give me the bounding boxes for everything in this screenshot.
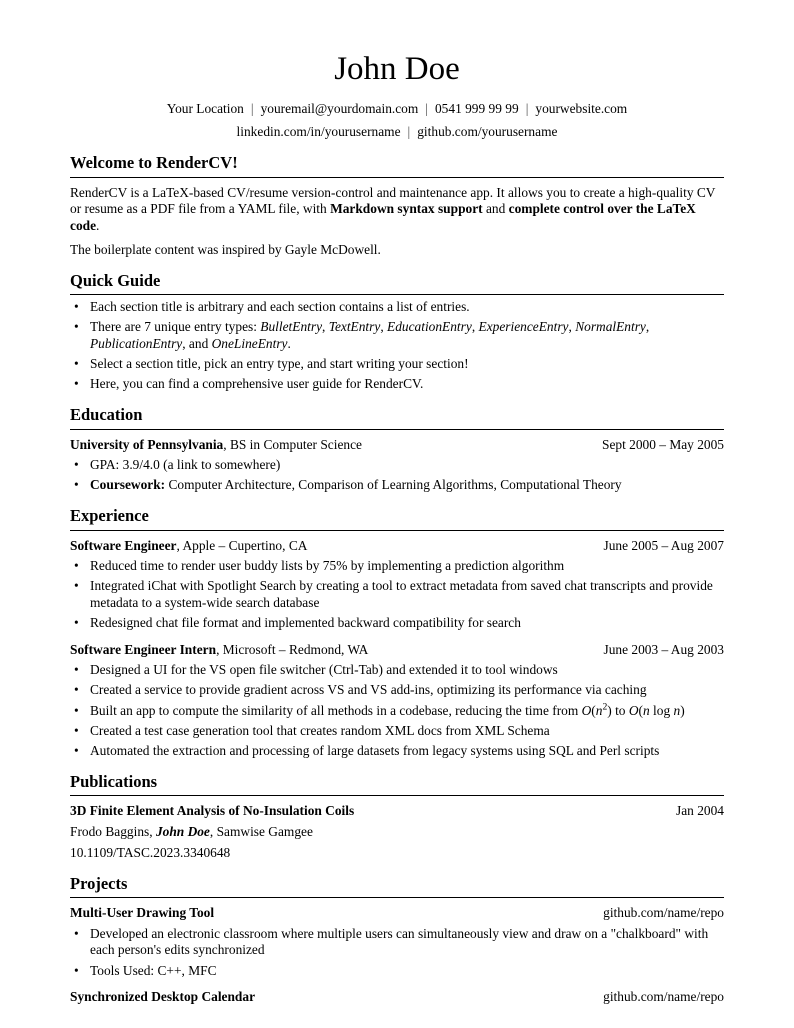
section-quick-guide <box>70 271 724 393</box>
section-title-quick-guide: Quick Guide <box>70 271 724 296</box>
bullet-icon: • <box>74 298 79 314</box>
publication-title: 3D Finite Element Analysis of No-Insulation Coils <box>70 803 355 819</box>
experience-entry <box>70 538 724 632</box>
list-item <box>70 299 724 316</box>
bullet-text: Reduced time to render user buddy lists by 75% by implementing a prediction algorithm <box>90 557 565 573</box>
bullet-icon: • <box>74 356 79 372</box>
list-item <box>70 319 724 353</box>
bullet-icon: • <box>74 477 79 493</box>
bullet-text: Built an app to compute the similarity of all methods in a codebase, reducing the time from $O(n^2)$ to O(n log n) <box>90 701 685 718</box>
bullet-text: Each section title is arbitrary and each section contains a list of entries. <box>90 298 470 314</box>
entry-head <box>70 989 724 1006</box>
entry-heading: Software Engineer, Apple – Cupertino, CA <box>70 537 308 553</box>
bullet-text: Integrated iChat with Spotlight Search by creating a tool to extract metadata from saved chat transcripts and provide metadata to a system-wide search database <box>90 578 713 610</box>
bullet-icon: • <box>74 962 79 978</box>
contact-row-1 <box>70 101 724 118</box>
welcome-paragraph-2: The boilerplate content was inspired by Gayle McDowell. <box>70 241 381 257</box>
entry-head <box>70 437 724 454</box>
bullet-icon: • <box>74 615 79 631</box>
repo-link[interactable]: github.com/name/repo <box>603 989 724 1005</box>
list-item <box>70 743 724 760</box>
entry-dates: June 2005 – Aug 2007 <box>603 537 724 553</box>
contact-separator: | <box>425 100 428 116</box>
bullet-icon: • <box>74 319 79 335</box>
section-welcome <box>70 153 724 259</box>
bullet-icon: • <box>74 722 79 738</box>
list-item <box>70 376 724 393</box>
entry-head <box>70 642 724 659</box>
entry-head <box>70 538 724 555</box>
contact-row-2 <box>70 124 724 141</box>
experience-entry <box>70 642 724 760</box>
contact-github-link[interactable]: github.com/yourusername <box>417 124 558 140</box>
bullet-icon: • <box>74 376 79 392</box>
publication-entry <box>70 803 724 861</box>
list-item <box>70 963 724 980</box>
section-title-publications: Publications <box>70 772 724 797</box>
education-entry <box>70 437 724 494</box>
bullet-text: Created a service to provide gradient across VS and VS add-ins, optimizing its performance via caching <box>90 682 647 698</box>
list-item <box>70 558 724 575</box>
list-item <box>70 457 724 474</box>
section-projects <box>70 874 724 1006</box>
entry-dates: Sept 2000 – May 2005 <box>602 436 724 452</box>
contact-separator: | <box>407 124 411 140</box>
bullet-icon: • <box>74 682 79 698</box>
list-item <box>70 477 724 494</box>
project-entry <box>70 989 724 1006</box>
list-item <box>70 682 724 699</box>
bullet-text: Redesigned chat file format and implemented backward compatibility for search <box>90 615 521 631</box>
repo-link[interactable]: github.com/name/repo <box>603 905 724 921</box>
bullet-text: Coursework: Computer Architecture, Comparison of Learning Algorithms, Computational Theory <box>90 477 622 493</box>
section-title-education: Education <box>70 405 724 430</box>
bullet-icon: • <box>74 557 79 573</box>
contact-website-link[interactable]: yourwebsite.com <box>535 100 628 116</box>
entry-dates: June 2003 – Aug 2003 <box>603 641 724 657</box>
entry-head <box>70 905 724 922</box>
project-title: Multi-User Drawing Tool <box>70 905 215 921</box>
project-title: Synchronized Desktop Calendar <box>70 989 256 1005</box>
bullet-text: GPA: 3.9/4.0 (a link to somewhere) <box>90 456 281 472</box>
section-publications <box>70 772 724 862</box>
list-item <box>70 926 724 960</box>
section-title-experience: Experience <box>70 506 724 531</box>
bullet-text: There are 7 unique entry types: BulletEntry, TextEntry, EducationEntry, ExperienceEntry, NormalEntry, PublicationEntry, and OneLineEntry. <box>90 319 650 351</box>
bullet-icon: • <box>74 743 79 759</box>
bullet-text: Developed an electronic classroom where multiple users can simultaneously view and draw on a "chalkboard" with each person's edits synchronized <box>90 925 709 958</box>
list-item <box>70 578 724 612</box>
section-title-projects: Projects <box>70 874 724 899</box>
bullet-icon: • <box>74 456 79 472</box>
bullet-text: Automated the extraction and processing of large datasets from legacy systems using SQL and Perl scripts <box>90 743 660 759</box>
publication-authors: Frodo Baggins, John Doe, Samwise Gamgee <box>70 824 313 840</box>
cv-name: John Doe <box>334 51 460 87</box>
section-title-welcome: Welcome to RenderCV! <box>70 153 724 178</box>
project-entry <box>70 905 724 979</box>
bullet-text: Select a section title, pick an entry type, and start writing your section! <box>90 356 469 372</box>
bullet-icon: • <box>74 578 79 594</box>
list-item <box>70 356 724 373</box>
bullet-icon: • <box>74 702 79 718</box>
entry-heading: University of Pennsylvania, BS in Computer Science <box>70 436 362 452</box>
bullet-icon: • <box>74 662 79 678</box>
entry-head <box>70 803 724 820</box>
section-experience <box>70 506 724 760</box>
bullet-text: Designed a UI for the VS open file switcher (Ctrl-Tab) and extended it to tool windows <box>90 662 558 678</box>
bullet-text: Created a test case generation tool that creates random XML docs from XML Schema <box>90 722 550 738</box>
list-item <box>70 703 724 720</box>
section-education <box>70 405 724 494</box>
list-item <box>70 662 724 679</box>
entry-heading: Software Engineer Intern, Microsoft – Redmond, WA <box>70 641 369 657</box>
bullet-text: Tools Used: C++, MFC <box>90 962 217 978</box>
contact-location: Your Location <box>166 100 244 116</box>
welcome-paragraph-1: RenderCV is a LaTeX-based CV/resume version-control and maintenance app. It allows you to create a high-quality CV or resume as a PDF file from a YAML file, with Markdown syntax support and complete control over the LaTeX code. <box>70 184 716 234</box>
contact-linkedin-link[interactable]: linkedin.com/in/yourusername <box>236 124 401 140</box>
cv-header <box>70 50 724 141</box>
doi-link[interactable]: 10.1109/TASC.2023.3340648 <box>70 844 231 860</box>
contact-email-link[interactable]: youremail@yourdomain.com <box>260 100 419 116</box>
bullet-text: Here, you can find a comprehensive user guide for RenderCV. <box>90 376 424 392</box>
bullet-icon: • <box>74 925 79 941</box>
entry-dates: Jan 2004 <box>676 803 724 819</box>
contact-separator: | <box>250 100 254 116</box>
contact-separator: | <box>525 100 529 116</box>
contact-phone-link[interactable]: 0541 999 99 99 <box>434 100 519 116</box>
list-item <box>70 723 724 740</box>
list-item <box>70 615 724 632</box>
